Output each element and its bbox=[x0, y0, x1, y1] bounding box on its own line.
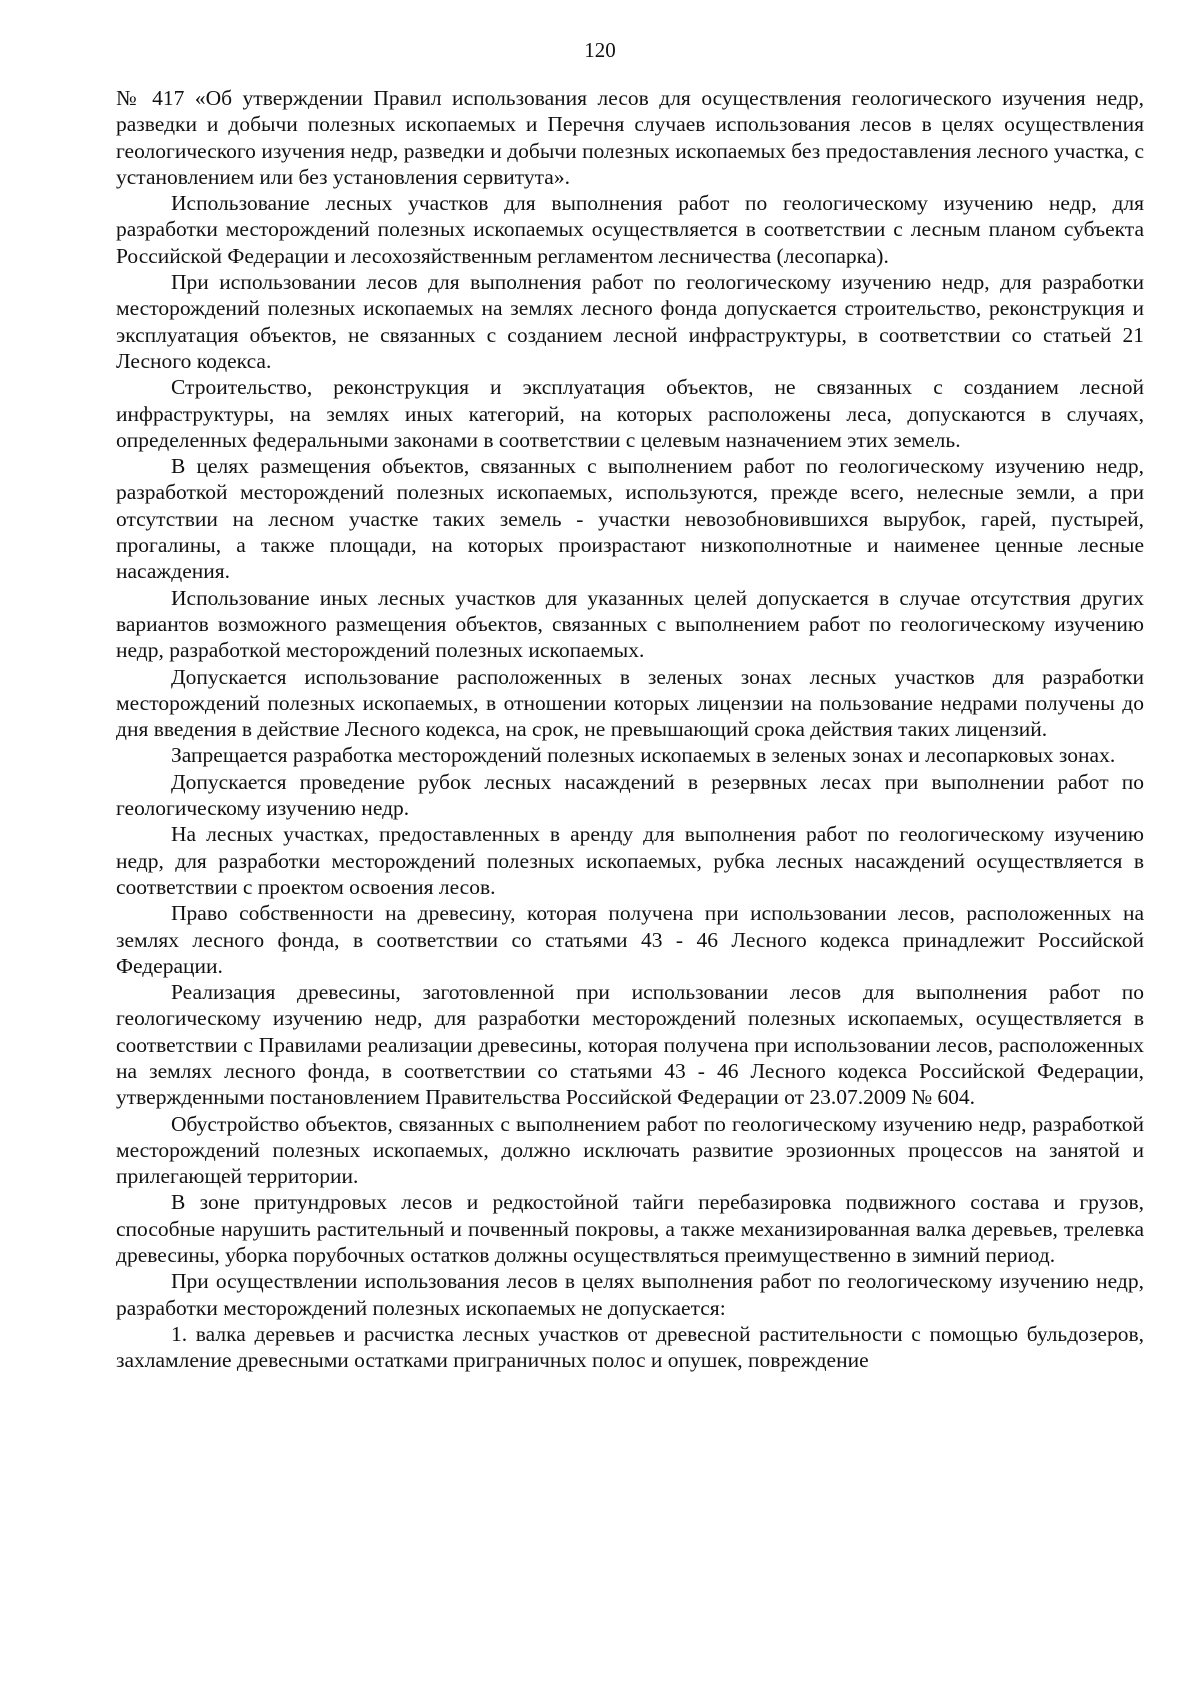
paragraph: При использовании лесов для выполнения работ по геологическому изучению недр, для разработки месторождений полезных ископаемых на землях лесного фонда допускается строительство, реконструкция и эксплуатация объектов, не связанных с созданием лесной инфраструктуры, в соответствии со статьей 21 Лесного кодекса. bbox=[116, 270, 1144, 373]
paragraph: Допускается проведение рубок лесных насаждений в резервных лесах при выполнении работ по геологическому изучению недр. bbox=[116, 769, 1144, 821]
document-body bbox=[116, 85, 1144, 1374]
paragraph: Право собственности на древесину, которая получена при использовании лесов, расположенных на землях лесного фонда, в соответствии со статьями 43 - 46 Лесного кодекса принадлежит Российской Федерации. bbox=[116, 901, 1144, 978]
paragraph: При осуществлении использования лесов в целях выполнения работ по геологическому изучению недр, разработки месторождений полезных ископаемых не допускается: bbox=[116, 1269, 1144, 1320]
list-item: 1. валка деревьев и расчистка лесных участков от древесной растительности с помощью бульдозеров, захламление древесными остатками приграничных полос и опушек, повреждение bbox=[116, 1321, 1144, 1373]
paragraph: На лесных участках, предоставленных в аренду для выполнения работ по геологическому изучению недр, для разработки месторождений полезных ископаемых, рубка лесных насаждений осуществляется в соответствии с проектом освоения лесов. bbox=[116, 822, 1144, 899]
paragraph: Допускается использование расположенных в зеленых зонах лесных участков для разработки месторождений полезных ископаемых, в отношении которых лицензии на пользование недрами получены до дня введения в действие Лесного кодекса, на срок, не превышающий срока действия таких лицензий. bbox=[116, 664, 1144, 742]
paragraph: Использование лесных участков для выполнения работ по геологическому изучению недр, для разработки месторождений полезных ископаемых осуществляется в соответствии с лесным планом субъекта Российской Федерации и лесохозяйственным регламентом лесничества (лесопарка). bbox=[116, 191, 1144, 268]
paragraph: В целях размещения объектов, связанных с выполнением работ по геологическому изучению недр, разработкой месторождений полезных ископаемых, используются, прежде всего, нелесные земли, а при отсутствии на лесном участке таких земель - участки невозобновившихся вырубок, гарей, пустырей, прогалины, а также площади, на которых произрастают низкополнотные и наименее ценные лесные насаждения. bbox=[116, 454, 1144, 584]
paragraph: Обустройство объектов, связанных с выполнением работ по геологическому изучению недр, разработкой месторождений полезных ископаемых, должно исключать развитие эрозионных процессов на занятой и прилегающей территории. bbox=[116, 1111, 1144, 1189]
paragraph: Реализация древесины, заготовленной при использовании лесов для выполнения работ по геологическому изучению недр, для разработки месторождений полезных ископаемых, осуществляется в соответствии с Правилами реализации древесины, которая получена при использовании лесов, расположенных на землях лесного фонда, в соответствии со статьями 43 - 46 Лесного кодекса Российской Федерации, утвержденными постановлением Правительства Российской Федерации от 23.07.2009 № 604. bbox=[116, 980, 1144, 1110]
page-number: 120 bbox=[584, 38, 616, 62]
paragraph: Использование иных лесных участков для указанных целей допускается в случае отсутствия других вариантов возможного размещения объектов, связанных с выполнением работ по геологическому изучению недр, разработкой месторождений полезных ископаемых. bbox=[116, 585, 1144, 663]
paragraph: В зоне притундровых лесов и редкостойной тайги перебазировка подвижного состава и грузов, способные нарушить растительный и почвенный покровы, а также механизированная валка деревьев, трелевка древесины, уборка порубочных остатков должны осуществляться преимущественно в зимний период. bbox=[116, 1190, 1144, 1268]
paragraph: Запрещается разработка месторождений полезных ископаемых в зеленых зонах и лесопарковых зонах. bbox=[171, 743, 1116, 768]
paragraph: Строительство, реконструкция и эксплуатация объектов, не связанных с созданием лесной инфраструктуры, на землях иных категорий, на которых расположены леса, допускаются в случаях, определенных федеральными законами в соответствии с целевым назначением этих земель. bbox=[116, 375, 1144, 452]
paragraph-continuation: № 417 «Об утверждении Правил использования лесов для осуществления геологического изучения недр, разведки и добычи полезных ископаемых и Перечня случаев использования лесов в целях осуществления геологического изучения недр, разведки и добычи полезных ископаемых без предоставления лесного участка, с установлением или без установления сервитута». bbox=[116, 86, 1144, 189]
